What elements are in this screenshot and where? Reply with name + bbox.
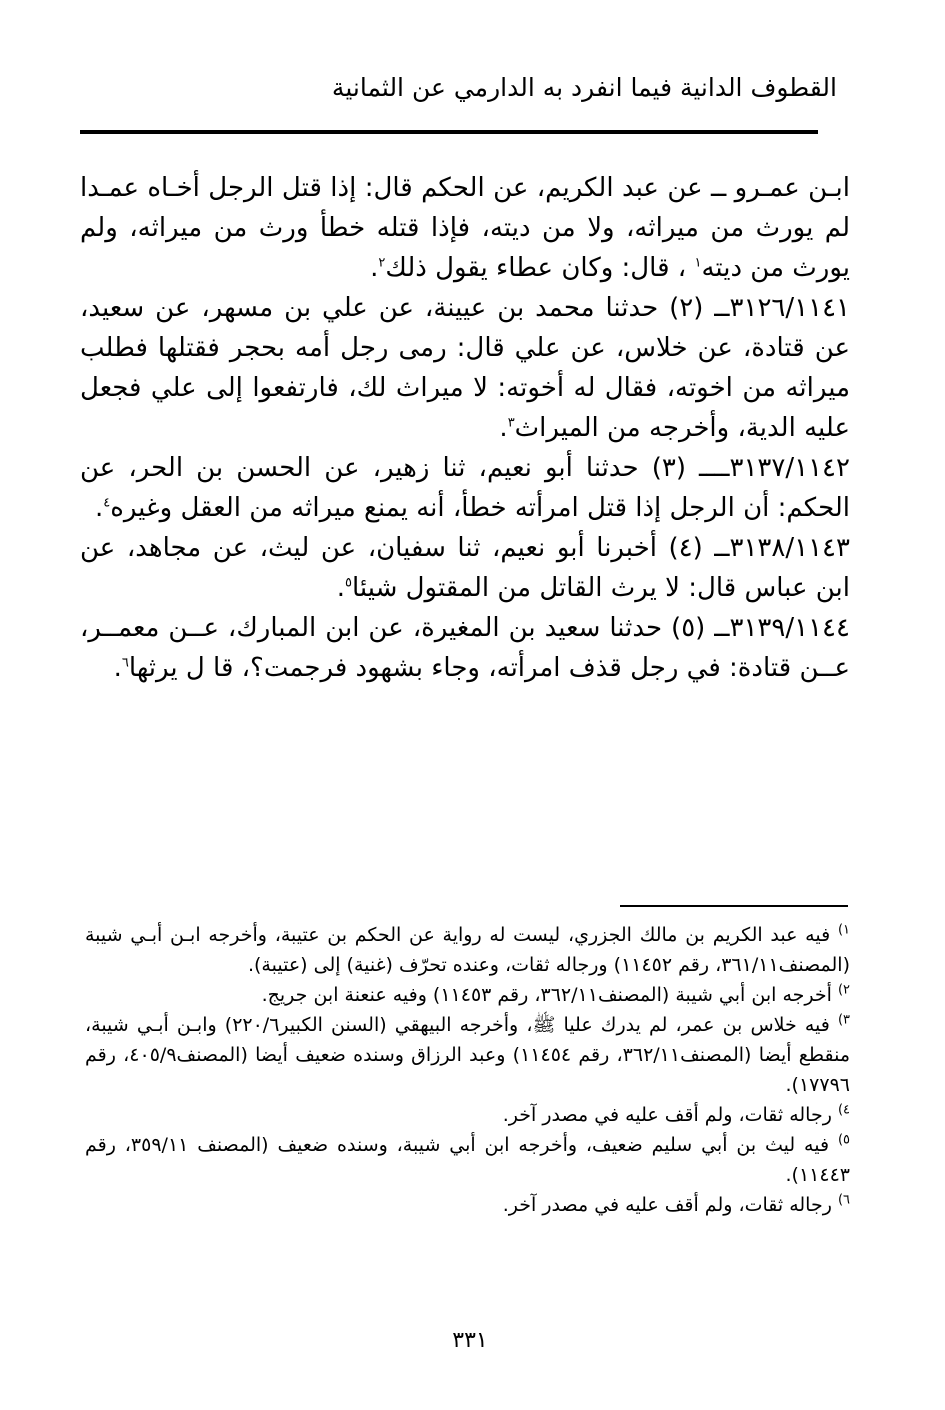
footnote-5: $^{٥)}$ فيه ليث بن أبي سليم ضعيف، وأخرجه ابن أبي شيبة، وسنده ضعيف (المصنف ٣٥٩/١١، رقم ١١٤٤٣). [85, 1132, 850, 1186]
paragraph-hadith-1144: ٣١٣٩/١١٤٤ــ (٥) حدثنا سعيد بن المغيرة، عن ابن المبارك، عــن معمــر، عــن قتادة: في رجل قذف امرأته، وجاء بشهود فرجمت؟، قا ل يرثها$^٦$. [80, 613, 850, 683]
footnote-ref-3: ٣ [507, 415, 515, 431]
footnote-marker: ١) [837, 922, 850, 938]
footnote-marker: ٦) [837, 1192, 850, 1208]
footnote-divider [620, 905, 848, 907]
footnote-ref-6: ٦ [121, 655, 129, 671]
footnote-marker: ٤) [837, 1102, 850, 1118]
footnote-ref-4: ٤ [103, 495, 111, 511]
footnote-marker: ٥) [837, 1132, 850, 1148]
footnote-marker: ٣) [837, 1012, 850, 1028]
footnote-marker: ٢) [837, 982, 850, 998]
header-divider [80, 130, 818, 134]
paragraph-hadith-1142: ٣١٣٧/١١٤٢ــــ (٣) حدثنا أبو نعيم، ثنا زهير، عن الحسن بن الحر، عن الحكم: أن الرجل إذا قتل امرأته خطأ، أنه يمنع ميراثه من العقل وغيره$^٤$. [80, 453, 850, 523]
paragraph-hadith-1143: ٣١٣٨/١١٤٣ــ (٤) أخبرنا أبو نعيم، ثنا سفيان، عن ليث، عن مجاهد، عن ابن عباس قال: لا يرث القاتل من المقتول شيئا$^٥$. [80, 533, 850, 603]
footnote-4: $^{٤)}$ رجاله ثقات، ولم أقف عليه في مصدر آخر. [502, 1102, 850, 1126]
running-header-title: القطوف الدانية فيما انفرد به الدارمي عن الثمانية [331, 73, 837, 102]
footnotes [85, 920, 850, 1220]
footnote-ref-5: ٥ [344, 575, 352, 591]
footnote-ref-2: ٢ [378, 255, 386, 271]
paragraph-1: ابـن عمـرو ــ عن عبد الكريم، عن الحكم قال: إذا قتل الرجل أخـاه عمـدا لم يورث من ميراثه، ولا من ديته، فإذا قتله خطأ ورث من ميراثه، ولم يورث من ديته$^١$ ، قال: وكان عطاء يقول ذلك$^٢$. [80, 173, 850, 283]
footnote-1: $^{١)}$ فيه عبد الكريم بن مالك الجزري، ليست له رواية عن الحكم بن عتيبة، وأخرجه ابـن أبـي شيبة (المصنف٣٦١/١١، رقم ١١٤٥٢) ورجاله ثقات، وعنده تحرّف (غنية) إلى (عتيبة). [85, 922, 850, 976]
main-text [80, 168, 850, 688]
footnote-3: $^{٣)}$ فيه خلاس بن عمر، لم يدرك عليا ﷺ، وأخرجه البيهقي (السنن الكبير٢٢٠/٦) وابـن أبـي شيبة، منقطع أيضا (المصنف٣٦٢/١١، رقم ١١٤٥٤) وعبد الرزاق وسنده ضعيف أيضا (المصنف٤٠٥/٩، رقم ١٧٧٩٦). [85, 1012, 850, 1096]
paragraph-hadith-1141: ٣١٢٦/١١٤١ــ (٢) حدثنا محمد بن عيينة، عن علي بن مسهر، عن سعيد، عن قتادة، عن خلاس، عن علي قال: رمى رجل أمه بحجر فقتلها فطلب ميراثه من اخوته، فقال له أخوته: لا ميراث لك، فارتفعوا إلى علي فجعل عليه الدية، وأخرجه من الميراث$^٣$. [80, 293, 850, 443]
footnote-6: $^{٦)}$ رجاله ثقات، ولم أقف عليه في مصدر آخر. [502, 1192, 850, 1216]
footnote-ref-1: ١ [694, 255, 702, 271]
footnote-2: $^{٢)}$ أخرجه ابن أبي شيبة (المصنف٣٦٢/١١، رقم ١١٤٥٣) وفيه عنعنة ابن جريج. [261, 982, 850, 1006]
page-number: ٣٣١ [452, 1328, 488, 1353]
